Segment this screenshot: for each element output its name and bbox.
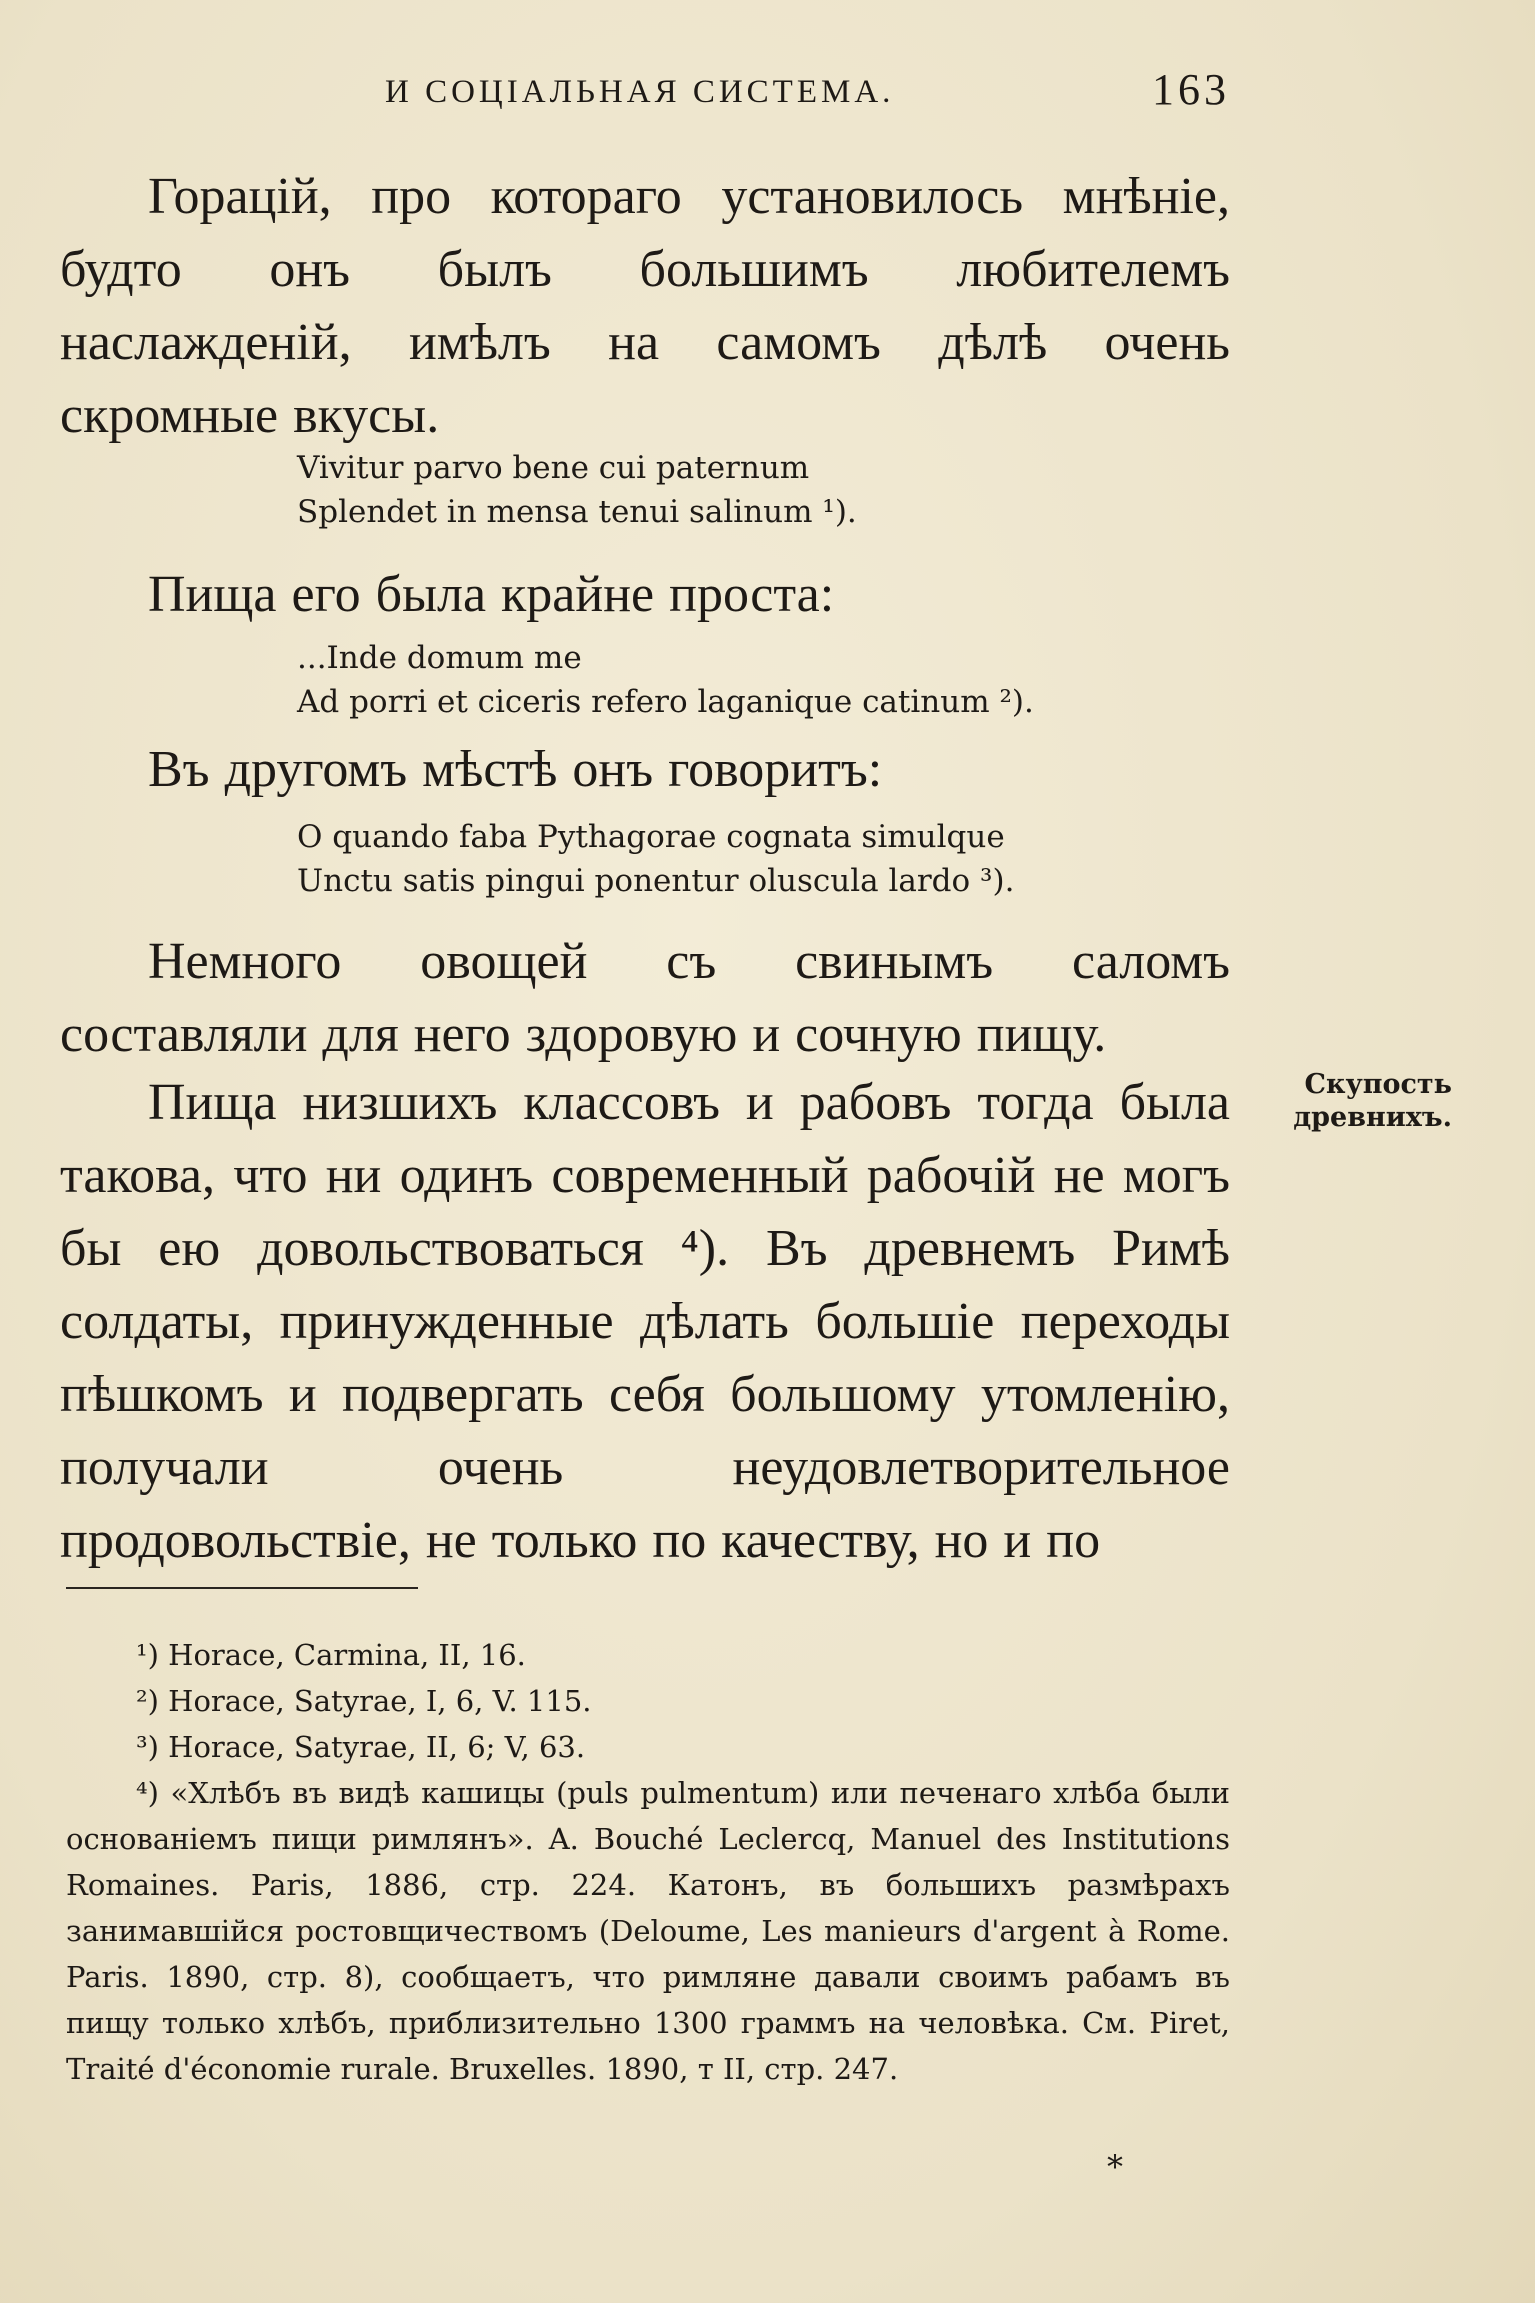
footnote-1: ¹) Horace, Carmina, II, 16. (136, 1638, 526, 1672)
footnote-divider (66, 1587, 418, 1589)
quote-line: Unctu satis pingui ponentur oluscula lardo ³). (297, 863, 1015, 899)
signature-mark: * (1107, 2148, 1123, 2186)
footnote-4: ⁴) «Хлѣбъ въ видѣ кашицы (puls pulmentum) или печенаго хлѣба были основаніемъ пищи римлянъ». A. Bouché Leclercq, Manuel des Institutions Romaines. Paris, 1886, стр. 224. Катонъ, въ большихъ размѣрахъ занимавшійся ростовщичествомъ (Deloume, Les manieurs d'argent à Rome. Paris. 1890, стр. 8), сообщаетъ, что римляне давали своимъ рабамъ въ пищу только хлѣбъ, приблизительно 1300 граммъ на человѣка. См. Piret, Traité d'économie rurale. Bruxelles. 1890, т II, стр. 247. (66, 1776, 1230, 2086)
page-number: 163 (1152, 65, 1230, 114)
footnote-3: ³) Horace, Satyrae, II, 6; V, 63. (136, 1730, 586, 1764)
latin-quote-2 (297, 636, 1034, 724)
footnote-2: ²) Horace, Satyrae, I, 6, V. 115. (136, 1684, 592, 1718)
paragraph-lower-classes: Пища низшихъ классовъ и рабовъ тогда была такова, что ни одинъ современный рабочій не могъ бы ею довольствоваться ⁴). Въ древнемъ Римѣ солдаты, принужденные дѣлать большіе переходы пѣшкомъ и подвергать себя большому утомленію, получали очень неудовлетворительное продовольствіе, не только по качеству, но и по (60, 1074, 1230, 1569)
latin-quote-1 (297, 446, 857, 534)
quote-line: ...Inde domum me (297, 640, 582, 676)
paragraph-vegetables: Немного овощей съ свинымъ саломъ составляли для него здоровую и сочную пищу. (60, 933, 1230, 1063)
quote-line: Vivitur parvo bene cui paternum (297, 450, 810, 486)
quote-line: Ad porri et ciceris refero laganique catinum ²). (297, 684, 1034, 720)
latin-quote-3 (297, 815, 1014, 903)
paragraph-elsewhere: Въ другомъ мѣстѣ онъ говоритъ: (148, 741, 883, 798)
paragraph-horace-tastes: Горацій, про котораго установилось мнѣніе, будто онъ былъ большимъ любителемъ наслажденій, имѣлъ на самомъ дѣлѣ очень скромные вкусы. (60, 168, 1230, 444)
footnotes (66, 1632, 1230, 2092)
paragraph-food-simple: Пища его была крайне проста: (148, 566, 835, 623)
margin-note: Скупость древнихъ. (1293, 1069, 1452, 1133)
running-title: И СОЦІАЛЬНАЯ СИСТЕМА. (385, 74, 895, 110)
quote-line: Splendet in mensa tenui salinum ¹). (297, 494, 857, 530)
page-header (385, 64, 1230, 124)
quote-line: O quando faba Pythagorae cognata simulque (297, 819, 1005, 855)
